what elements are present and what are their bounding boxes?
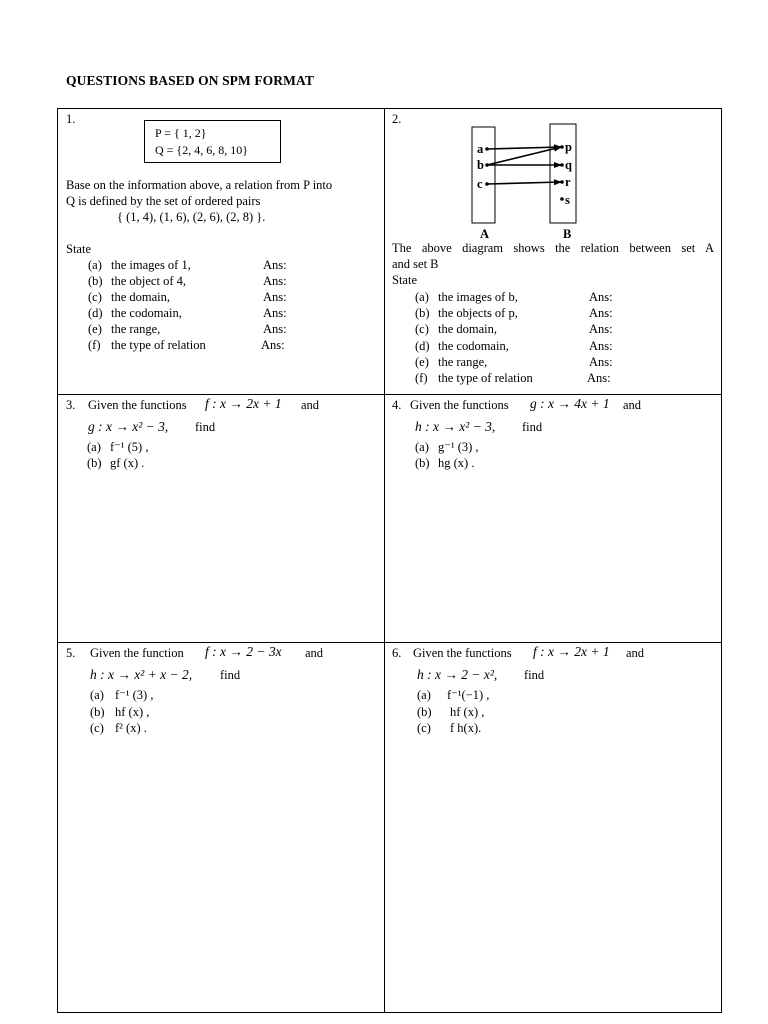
- answer-label: Ans:: [589, 306, 613, 320]
- q5-function-h: h : x → x² + x − 2,: [90, 667, 193, 682]
- grid-divider-row-2: [57, 642, 722, 643]
- answer-label: Ans:: [263, 274, 287, 288]
- q4-function-h: h : x → x² − 3,: [415, 419, 496, 434]
- page-heading: QUESTIONS BASED ON SPM FORMAT: [66, 73, 314, 88]
- q6-and: and: [626, 646, 645, 660]
- q1-set-q: Q = {2, 4, 6, 8, 10}: [155, 143, 248, 157]
- q1-info-line-1: Base on the information above, a relation from P into: [66, 178, 333, 192]
- answer-label: Ans:: [263, 322, 287, 336]
- answer-label: Ans:: [263, 306, 287, 320]
- q3-and: and: [301, 398, 320, 412]
- set-b-element: r: [565, 175, 571, 189]
- q1-number: 1.: [66, 112, 76, 126]
- q3-number: 3.: [66, 398, 76, 412]
- q2-description-line-1: The above diagram shows the relation between set A: [392, 241, 714, 255]
- q6-function-h: h : x → 2 − x²,: [417, 667, 498, 682]
- set-b-label: B: [563, 227, 572, 241]
- set-b-element: p: [565, 140, 572, 154]
- answer-label: Ans:: [589, 355, 613, 369]
- set-a-element: a: [477, 142, 484, 156]
- q1-set-p: P = { 1, 2}: [155, 126, 207, 140]
- q2-description-line-2: and set B: [392, 257, 439, 271]
- q6-find: find: [524, 668, 545, 682]
- set-a-element: b: [477, 158, 484, 172]
- q5-and: and: [305, 646, 324, 660]
- set-b-element: s: [565, 193, 570, 207]
- q5-number: 5.: [66, 646, 76, 660]
- q4-and: and: [623, 398, 642, 412]
- answer-label: Ans:: [589, 322, 613, 336]
- grid-divider-vertical: [384, 108, 385, 1013]
- q4-intro: Given the functions: [410, 398, 509, 412]
- set-b-oval: [550, 124, 576, 223]
- q1-set-box: [144, 120, 281, 163]
- point-s: [560, 197, 564, 201]
- q4-find: find: [522, 420, 543, 434]
- q3-intro: Given the functions: [88, 398, 187, 412]
- q3-find: find: [195, 420, 216, 434]
- q2-number: 2.: [392, 112, 402, 126]
- q2-state: State: [392, 273, 417, 287]
- q4-number: 4.: [392, 398, 402, 412]
- q4-function-g: g : x → 4x + 1: [530, 396, 610, 411]
- q5-function-f: f : x → 2 − 3x: [205, 644, 282, 659]
- set-a-oval: [472, 127, 495, 223]
- q1-state: State: [66, 242, 91, 256]
- q5-find: find: [220, 668, 241, 682]
- q1-ordered-pairs: { (1, 4), (1, 6), (2, 6), (2, 8) }.: [117, 210, 266, 224]
- q1-info-line-2: Q is defined by the set of ordered pairs: [66, 194, 261, 208]
- set-b-element: q: [565, 158, 572, 172]
- grid-divider-row-1: [57, 394, 722, 395]
- answer-label: Ans:: [261, 338, 285, 352]
- q3-function-f: f : x → 2x + 1: [205, 396, 282, 411]
- answer-label: Ans:: [263, 258, 287, 272]
- answer-label: Ans:: [589, 290, 613, 304]
- set-a-element: c: [477, 177, 483, 191]
- answer-label: Ans:: [589, 339, 613, 353]
- q6-intro: Given the functions: [413, 646, 512, 660]
- answer-label: Ans:: [587, 371, 611, 385]
- q5-intro: Given the function: [90, 646, 184, 660]
- q6-number: 6.: [392, 646, 402, 660]
- answer-label: Ans:: [263, 290, 287, 304]
- set-a-label: A: [480, 227, 490, 241]
- q3-function-g: g : x → x² − 3,: [88, 419, 169, 434]
- q6-function-f: f : x → 2x + 1: [533, 644, 610, 659]
